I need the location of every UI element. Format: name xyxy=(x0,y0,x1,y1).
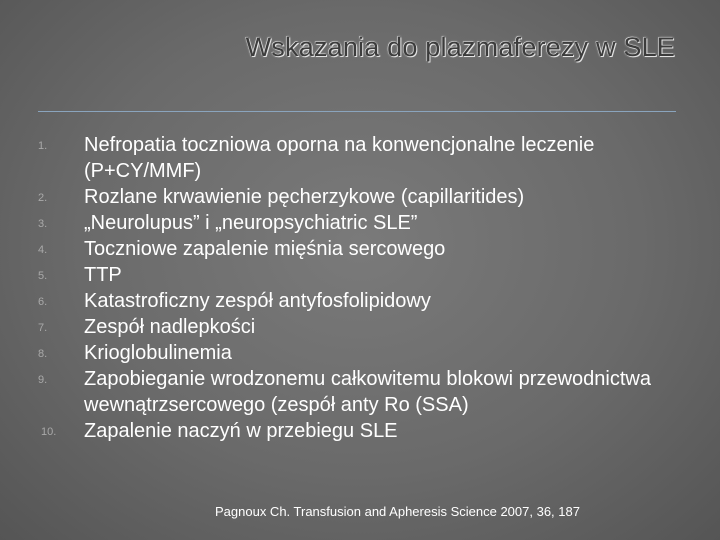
list-item xyxy=(0,132,720,184)
list-item-number: 3. xyxy=(38,218,48,230)
list-item-number: 4. xyxy=(38,244,48,256)
list-item-text: Rozlane krwawienie pęcherzykowe (capillaritides) xyxy=(84,186,525,208)
slide-title: Wskazania do plazmaferezy w SLE xyxy=(245,32,675,62)
list-item-text: Nefropatia toczniowa oporna na konwencjonalne leczenie (P+CY/MMF) xyxy=(84,134,595,182)
list-item-number: 6. xyxy=(38,296,48,308)
list-item xyxy=(0,340,720,366)
source-citation: Pagnoux Ch. Transfusion and Apheresis Science 2007, 36, 187 xyxy=(215,504,580,519)
list-item-number: 1. xyxy=(38,140,48,152)
indications-list xyxy=(0,132,720,444)
list-item-number: 8. xyxy=(38,348,48,360)
title-divider xyxy=(38,111,676,112)
list-item-text: Zapobieganie wrodzonemu całkowitemu blokowi przewodnictwa wewnątrzsercowego (zespół anty Ro (SSA) xyxy=(84,368,651,416)
list-item-text: Krioglobulinemia xyxy=(84,342,232,364)
list-item xyxy=(0,314,720,340)
list-item-number: 5. xyxy=(38,270,48,282)
list-item xyxy=(0,210,720,236)
list-item-text: TTP xyxy=(84,264,122,286)
list-item-text: Zespół nadlepkości xyxy=(84,316,256,338)
list-item-text: Toczniowe zapalenie mięśnia sercowego xyxy=(84,238,446,260)
list-item-text: „Neurolupus” i „neuropsychiatric SLE” xyxy=(84,212,418,234)
list-item xyxy=(0,366,720,418)
list-item xyxy=(0,184,720,210)
list-item xyxy=(0,262,720,288)
list-item-number: 7. xyxy=(38,322,48,334)
list-item-number: 9. xyxy=(38,374,48,386)
list-item xyxy=(0,288,720,314)
list-item-number: 2. xyxy=(38,192,48,204)
list-item-text: Zapalenie naczyń w przebiegu SLE xyxy=(84,420,398,442)
list-item-text: Katastroficzny zespół antyfosfolipidowy xyxy=(84,290,431,312)
list-item-number: 10. xyxy=(41,426,57,438)
list-item xyxy=(0,418,720,444)
list-item xyxy=(0,236,720,262)
